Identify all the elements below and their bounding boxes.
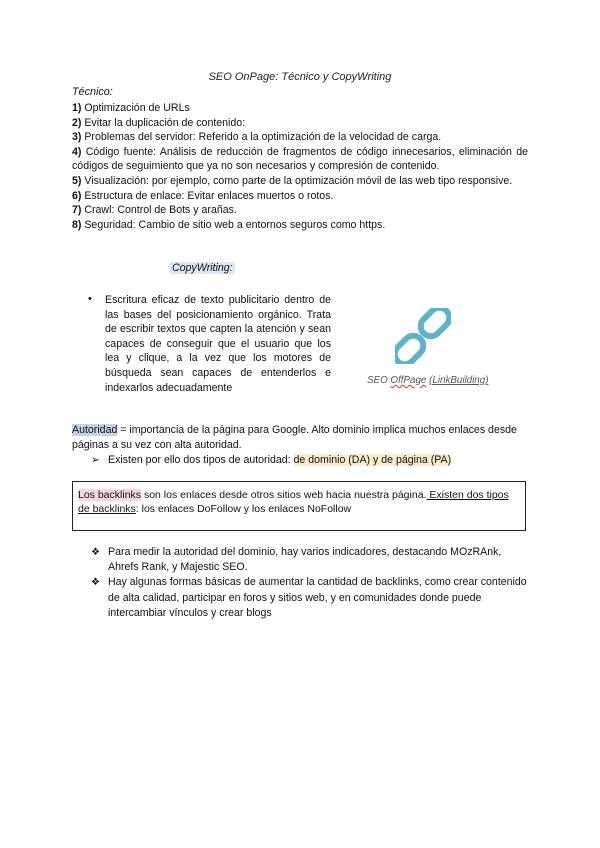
list-item [91, 575, 531, 621]
backlinks-box [72, 481, 526, 531]
caption-offpage: OffPage [390, 375, 427, 386]
item-text: Hay algunas formas básicas de aumentar la cantidad de backlinks, como crear contenido de alta calidad, participar en foros y sitios web, y en comunidades donde puede intercambiar vínculos y crear blogs [108, 576, 527, 619]
item-text: Estructura de enlace: Evitar enlaces muertos o rotos. [81, 189, 334, 202]
item-number: 2) [72, 116, 82, 129]
link-chain-icon [395, 308, 451, 364]
autoridad-definition: = importancia de la página para Google. Alto dominio implica muchos enlaces desde páginas a su vez con alta autoridad. [72, 424, 517, 451]
document-title: SEO OnPage: Técnico y CopyWriting [208, 71, 392, 83]
item-text: Crawl: Control de Bots y arañas. [81, 204, 237, 217]
item-number: 3) [72, 131, 82, 144]
item-text: Optimización de URLs [81, 102, 190, 114]
item-number: 8) [72, 218, 82, 231]
list-item [72, 203, 528, 218]
item-text: Para medir la autoridad del dominio, hay varios indicadores, destacando MOzRAnk, Ahrefs Rank, y Majestic SEO. [108, 546, 502, 574]
caption-prefix: SEO [367, 375, 391, 386]
autoridad-term: Autoridad [72, 424, 118, 436]
list-item [72, 174, 528, 189]
backlinks-types-rest: : los enlaces DoFollow y los enlaces NoFollow [135, 503, 352, 515]
image-caption [367, 375, 488, 386]
list-item [72, 116, 528, 131]
subitem-prefix: Existen por ello dos tipos de autoridad: [108, 454, 294, 466]
bullet-icon: • [88, 293, 92, 305]
item-text: Seguridad: Cambio de sitio web a entornos seguros como https. [81, 218, 386, 231]
copywriting-label: CopyWriting: [172, 262, 233, 274]
autoridad-paragraph [72, 423, 532, 453]
item-number: 4) [72, 145, 82, 158]
backlinks-term: Los backlinks [78, 489, 142, 501]
item-text: Problemas del servidor: Referido a la optimización de la velocidad de carga. [81, 131, 442, 144]
backlinks-text [78, 488, 523, 516]
tecnico-list [72, 101, 528, 232]
list-item [91, 545, 531, 575]
diamond-bullet-icon: ❖ [91, 577, 100, 589]
item-text: Visualización: por ejemplo, como parte de la optimización móvil de las web tipo responsive. [81, 174, 513, 187]
backlinks-definition: son los enlaces desde otros sitios web hacia nuestra página. [141, 489, 427, 501]
list-item [72, 130, 528, 145]
autoridad-subitem-text [108, 453, 451, 468]
list-item [72, 218, 528, 233]
tecnico-heading: Técnico: [72, 86, 113, 98]
item-text: Evitar la duplicación de contenido: [81, 116, 246, 129]
item-number: 1) [72, 102, 82, 114]
arrow-bullet-icon: ➢ [91, 454, 100, 466]
diamond-bullet-icon: ❖ [91, 547, 100, 558]
item-number: 6) [72, 189, 82, 202]
item-text: Código fuente: Análisis de reducción de fragmentos de código innecesarios, eliminación de códigos de seguimiento que ya no son necesarios y compresión de contenido. [72, 145, 528, 173]
backlinks-types-underlined: Existen dos tipos de backlinks [78, 489, 509, 515]
diamond-list [91, 545, 531, 621]
item-number: 7) [72, 204, 82, 217]
list-item [72, 189, 528, 204]
list-item [72, 101, 528, 116]
item-number: 5) [72, 174, 82, 187]
caption-linkbuilding: (LinkBuilding) [429, 375, 489, 386]
subitem-highlight: de dominio (DA) y de página (PA) [293, 454, 452, 466]
list-item [72, 145, 528, 174]
copywriting-text: Escritura eficaz de texto publicitario dentro de las bases del posicionamiento orgánico. Trata de escribir textos que capten la atención y sean capaces de conseguir que el usuario que los lea y clique, a la vez que los motores de búsqueda sean capaces de entenderlos e indexarlos adecuadamente [105, 294, 331, 394]
